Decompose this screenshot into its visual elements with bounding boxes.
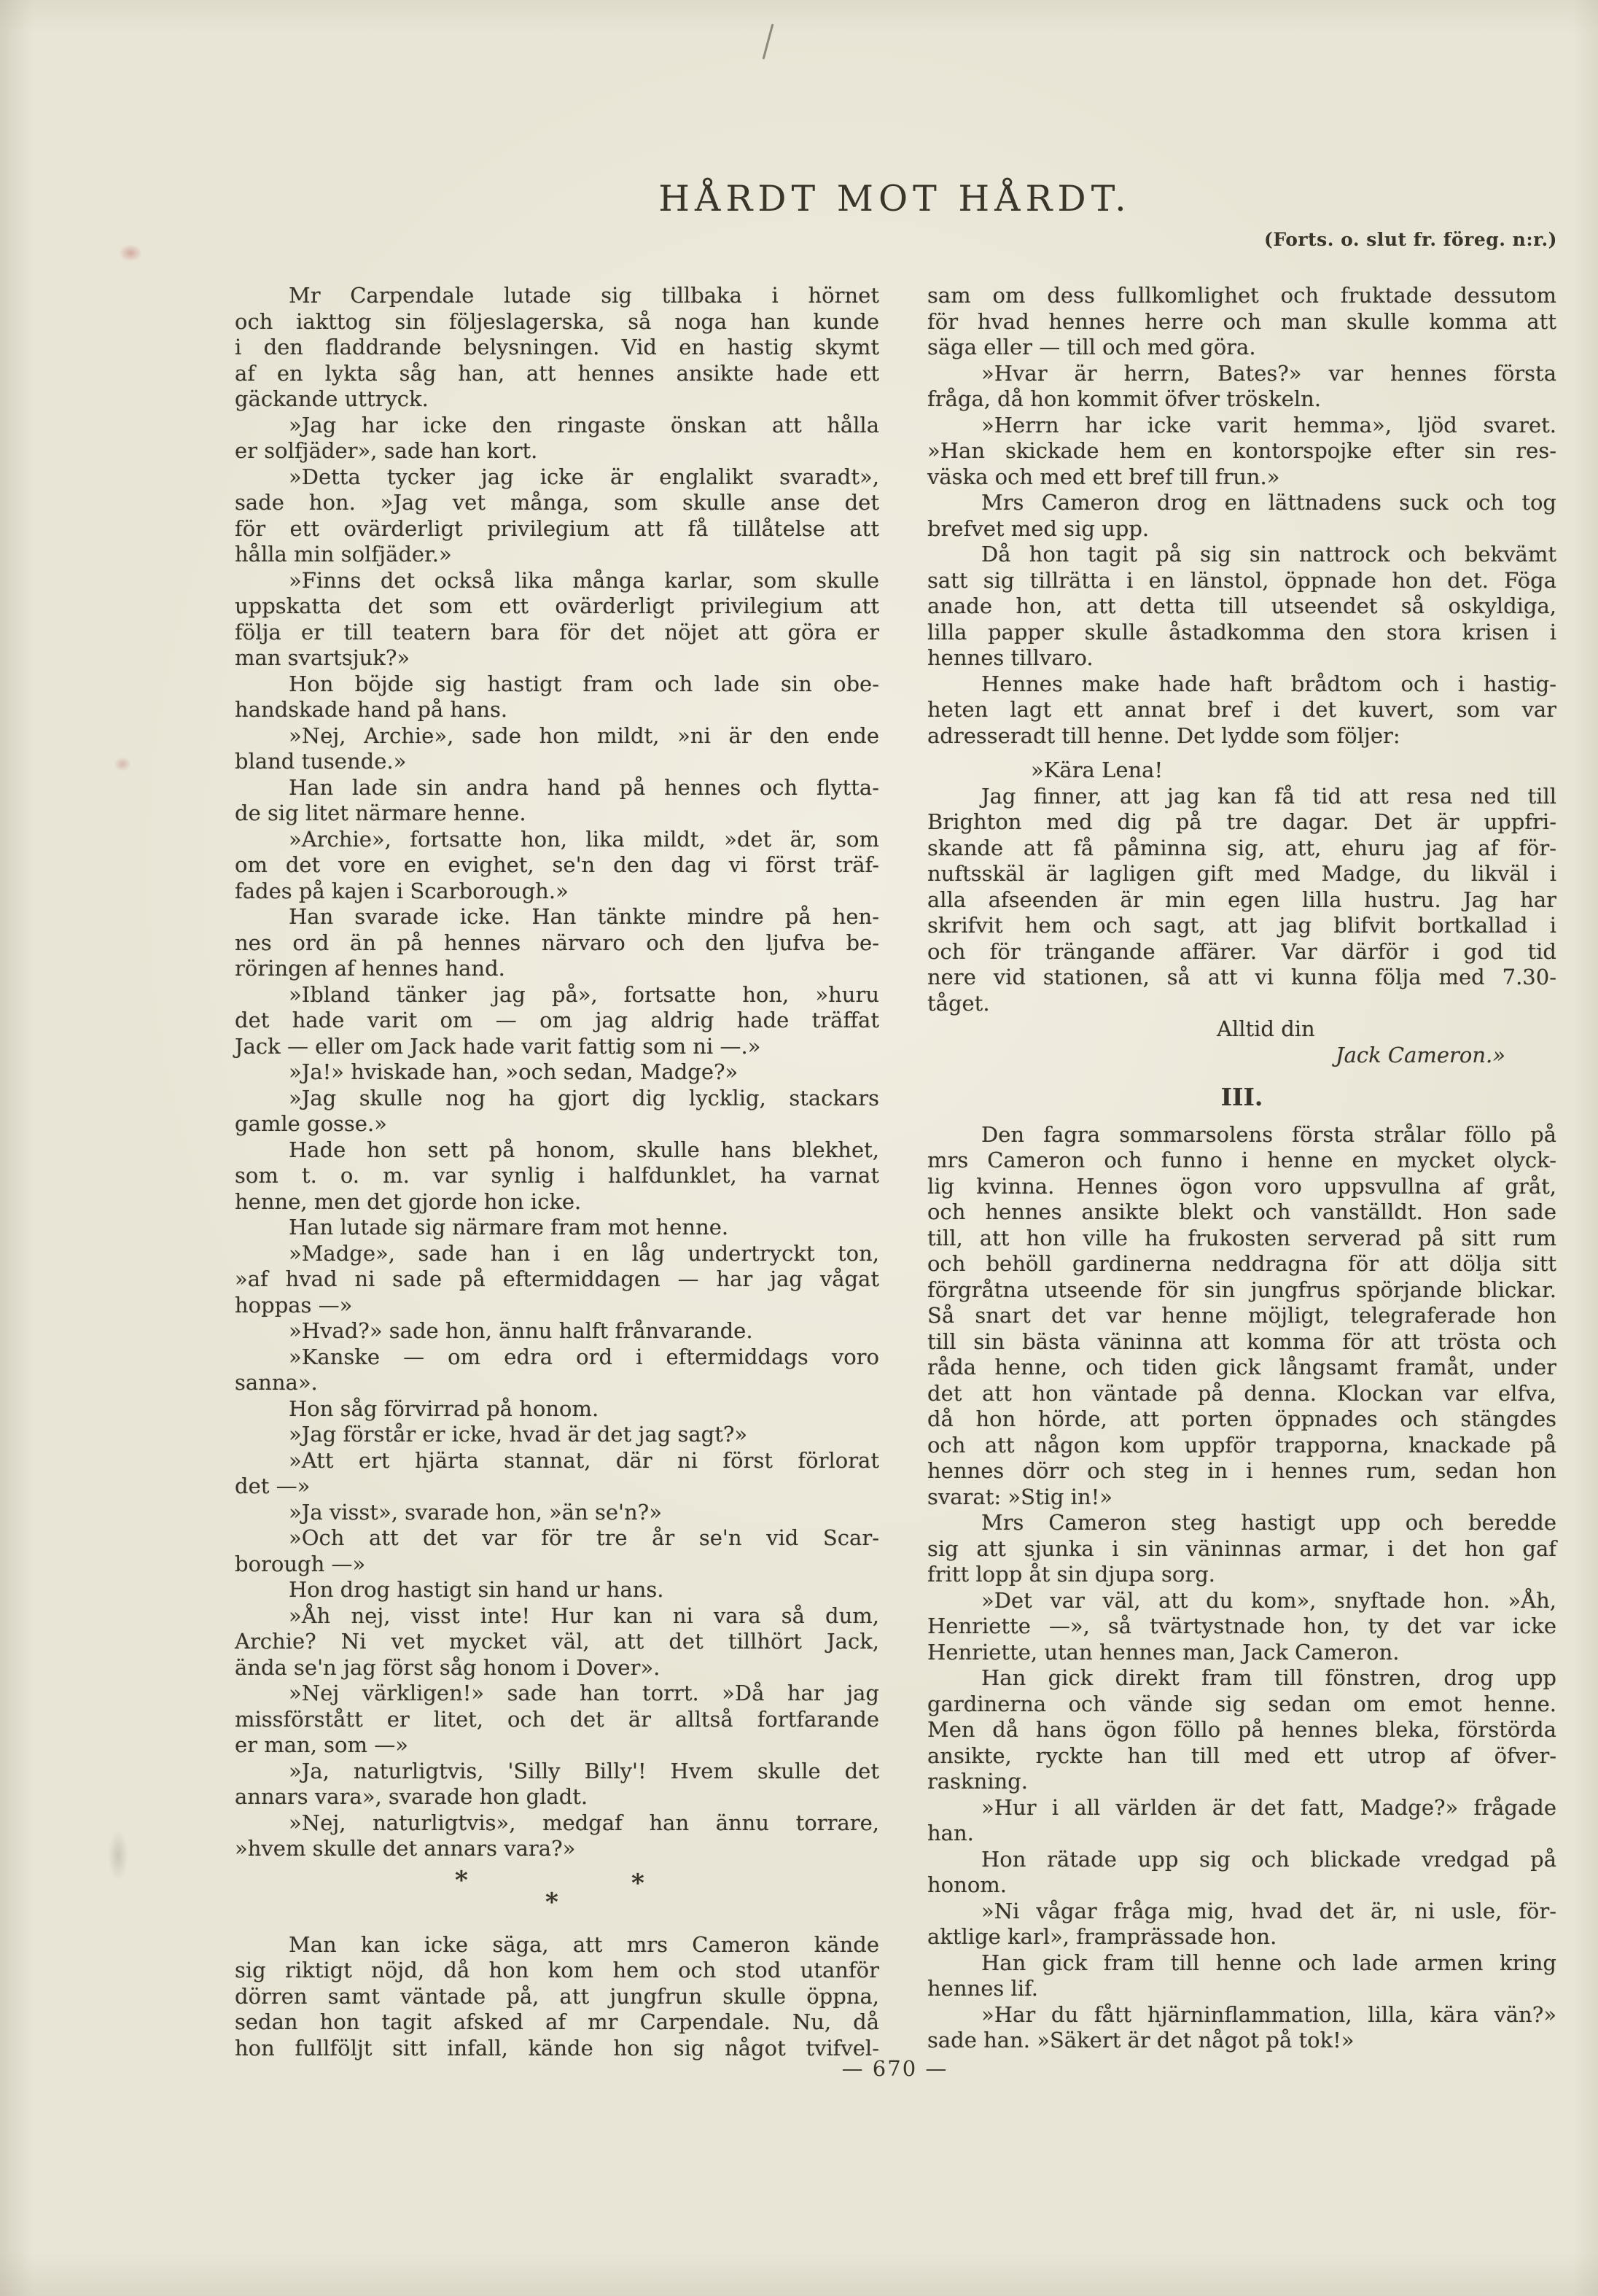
- text-line: af en lykta såg han, att hennes ansikte hade ett: [235, 360, 879, 386]
- letter-salutation: »Kära Lena!: [1031, 758, 1164, 782]
- text-line: Då hon tagit på sig sin nattrock och bekvämt: [981, 542, 1556, 567]
- text-line: svarat: »Stig in!»: [927, 1484, 1113, 1509]
- text-line: aktlige karl», framprässade hon.: [927, 1924, 1277, 1949]
- text-line: »Hvar är herrn, Bates?» var hennes första: [981, 360, 1556, 386]
- text-line: hon fullföljt sitt infall, kände hon sig något tvifvel-: [235, 2035, 879, 2060]
- text-line: lilla papper skulle åstadkomma den stora krisen i: [927, 619, 1556, 645]
- text-line: hålla min solfjäder.»: [235, 542, 452, 567]
- text-line: Jack — eller om Jack hade varit fattig som ni —.»: [235, 1033, 761, 1059]
- text-line: Mrs Cameron drog en lättnadens suck och tog: [981, 490, 1556, 515]
- text-line: hennes dörr och steg in i hennes rum, sedan hon: [927, 1458, 1556, 1483]
- text-line: och behöll gardinerna neddragna för att dölja sitt: [927, 1251, 1556, 1276]
- text-line: Hon rätade upp sig och blickade vredgad på: [981, 1846, 1556, 1872]
- text-line: »Och att det var för tre år se'n vid Scar-: [289, 1525, 879, 1550]
- asterisk-glyph: *: [545, 1887, 558, 1917]
- text-line: sedan hon tagit afsked af mr Carpendale. Nu, då: [235, 2009, 879, 2034]
- text-line: honom.: [927, 1872, 1007, 1897]
- text-line: borough —»: [235, 1551, 366, 1576]
- text-line: Hade hon sett på honom, skulle hans blekhet,: [289, 1137, 879, 1162]
- text-line: mrs Cameron och funno i henne en mycket olyck-: [927, 1148, 1556, 1172]
- text-line: »Jag skulle nog ha gjort dig lycklig, stackars: [289, 1085, 879, 1110]
- text-line: Så snart det var henne möjligt, telegraferade hon: [927, 1303, 1556, 1328]
- text-line: »Ja, naturligtvis, 'Silly Billy'! Hvem skulle det: [289, 1758, 879, 1783]
- text-line: »Herrn har icke varit hemma», ljöd svaret.: [981, 412, 1556, 437]
- text-line: nuftsskäl är lagligen gift med Madge, du likväl i: [927, 861, 1556, 886]
- text-line: »hvem skulle det annars vara?»: [235, 1836, 576, 1861]
- text-line: Den fagra sommarsolens första strålar föllo på: [981, 1121, 1556, 1147]
- text-line: Hon såg förvirrad på honom.: [289, 1396, 599, 1421]
- text-line: »Jag har icke den ringaste önskan att hålla: [289, 412, 879, 437]
- text-line: som t. o. m. var synlig i halfdunklet, ha varnat: [235, 1163, 879, 1188]
- text-line: och för trängande affärer. Var därför i god tid: [927, 938, 1556, 964]
- text-line: Han lade sin andra hand på hennes och flytta-: [289, 774, 879, 800]
- text-line: »Han skickade hem en kontorspojke efter sin res-: [927, 438, 1556, 463]
- text-line: och hennes ansikte blekt och vanställdt. Hon sade: [927, 1199, 1556, 1224]
- asterisk-glyph: *: [631, 1868, 644, 1898]
- text-line: »Kanske — om edra ord i eftermiddags voro: [289, 1344, 879, 1369]
- text-line: handskade hand på hans.: [235, 697, 508, 722]
- text-line: annars vara», svarade hon gladt.: [235, 1784, 588, 1809]
- text-line: och iakttog sin följeslagerska, så noga han kunde: [235, 308, 879, 334]
- text-line: fritt lopp åt sin djupa sorg.: [927, 1562, 1215, 1587]
- right-column: [927, 283, 1556, 2054]
- text-line: sade hon. »Jag vet många, som skulle anse det: [235, 490, 879, 515]
- asterisk-glyph: *: [455, 1865, 468, 1895]
- text-line: »Att ert hjärta stannat, där ni först förlorat: [289, 1447, 879, 1473]
- text-line: brefvet med sig upp.: [927, 515, 1150, 541]
- letter-valediction: Alltid din: [1217, 1016, 1315, 1041]
- text-line: gamle gosse.»: [235, 1111, 387, 1136]
- text-line: till sin bästa väninna att komma för att trösta och: [927, 1328, 1556, 1354]
- text-line: nes ord än på hennes närvaro och den ljufva be-: [235, 930, 879, 955]
- text-line: bland tusende.»: [235, 749, 407, 774]
- text-line: adresseradt till henne. Det lydde som följer:: [927, 723, 1400, 748]
- text-line: »Ibland tänker jag på», fortsatte hon, »huru: [289, 981, 879, 1007]
- text-line: det att hon väntade på denna. Klockan var elfva,: [927, 1380, 1556, 1406]
- text-line: »Det var väl, att du kom», snyftade hon. »Åh,: [981, 1587, 1556, 1613]
- text-line: om det vore en evighet, se'n den dag vi först träf-: [235, 852, 879, 877]
- text-line: då hon hörde, att porten öppnades och stängdes: [927, 1406, 1556, 1431]
- text-line: följa er till teatern bara för det nöjet att göra er: [235, 619, 879, 645]
- text-line: er man, som —»: [235, 1732, 408, 1757]
- text-line: ansikte, ryckte han till med ett utrop af öfver-: [927, 1743, 1556, 1768]
- text-line: hoppas —»: [235, 1292, 353, 1318]
- text-line: satt sig tillrätta i en länstol, öppnade hon det. Föga: [927, 567, 1556, 593]
- text-line: nere vid stationen, så att vi kunna följa med 7.30-: [927, 965, 1556, 989]
- text-line: man svartsjuk?»: [235, 645, 410, 670]
- stain-mark: [119, 244, 142, 262]
- text-line: Han svarade icke. Han tänkte mindre på hen-: [289, 904, 879, 929]
- text-line: Henriette, utan hennes man, Jack Cameron.: [927, 1639, 1400, 1665]
- text-line: gardinerna och vände sig sedan om emot henne.: [927, 1691, 1556, 1716]
- text-line: skande att få påminna sig, att, ehuru jag af för-: [927, 835, 1556, 860]
- text-line: Han gick fram till henne och lade armen kring: [981, 1950, 1556, 1975]
- text-line: Hennes make hade haft brådtom och i hastig-: [981, 671, 1556, 696]
- pen-stroke-mark: [763, 23, 774, 59]
- text-line: sade han. »Säkert är det något på tok!»: [927, 2028, 1355, 2052]
- text-line: missförstått er litet, och det är alltså fortfarande: [235, 1706, 879, 1732]
- text-line: han.: [927, 1821, 974, 1845]
- text-line: Mrs Cameron steg hastigt upp och beredde: [981, 1510, 1556, 1535]
- text-line: i den fladdrande belysningen. Vid en hastig skymt: [235, 335, 879, 359]
- text-line: »Nej, naturligtvis», medgaf han ännu torrare,: [289, 1810, 879, 1835]
- text-line: ända se'n jag först såg honom i Dover».: [235, 1654, 660, 1680]
- letter-signature: Jack Cameron.»: [1335, 1042, 1505, 1067]
- text-line: Man kan icke säga, att mrs Cameron kände: [289, 1931, 879, 1957]
- text-line: »af hvad ni sade på eftermiddagen — har jag vågat: [235, 1266, 879, 1291]
- text-line: »Ni vågar fråga mig, hvad det är, ni usle, för-: [981, 1898, 1556, 1923]
- text-line: er solfjäder», sade han kort.: [235, 438, 538, 463]
- text-line: »Ja visst», svarade hon, »än se'n?»: [289, 1499, 662, 1525]
- text-line: röringen af hennes hand.: [235, 956, 505, 981]
- text-line: skrifvit hem och sagt, att jag blifvit bortkallad i: [927, 913, 1556, 938]
- text-line: hennes lif.: [927, 1976, 1038, 2001]
- stain-mark: [108, 1830, 128, 1881]
- text-line: Hon drog hastigt sin hand ur hans.: [289, 1577, 664, 1602]
- text-line: det hade varit om — om jag aldrig hade träffat: [235, 1008, 879, 1032]
- text-line: Mr Carpendale lutade sig tillbaka i hörnet: [289, 283, 879, 308]
- text-line: alla afseenden är min egen lilla hustru. Jag har: [927, 887, 1556, 912]
- text-line: väska och med ett bref till frun.»: [927, 464, 1280, 489]
- chapter-heading: III.: [1220, 1083, 1263, 1111]
- text-line: hennes tillvaro.: [927, 645, 1094, 670]
- text-line: Hon böjde sig hastigt fram och lade sin obe-: [289, 671, 879, 696]
- text-line: sam om dess fullkomlighet och fruktade dessutom: [927, 283, 1556, 308]
- text-line: Archie? Ni vet mycket väl, att det tillhört Jack,: [235, 1629, 879, 1654]
- text-line: tåget.: [927, 990, 990, 1016]
- text-line: anade hon, att detta till utseendet så oskyldiga,: [927, 594, 1556, 618]
- text-line: »Ja!» hviskade han, »och sedan, Madge?»: [289, 1059, 738, 1084]
- text-line: för hvad hennes herre och man skulle komma att: [927, 308, 1556, 334]
- text-line: och att någon kom uppför trapporna, knackade på: [927, 1432, 1556, 1458]
- text-line: »Hvad?» sade hon, ännu halft frånvarande.: [289, 1318, 753, 1343]
- text-line: säga eller — till och med göra.: [927, 335, 1256, 359]
- text-line: »Madge», sade han i en låg undertryckt ton,: [289, 1240, 879, 1266]
- text-line: »Nej, Archie», sade hon mildt, »ni är den ende: [289, 723, 879, 748]
- text-line: sanna».: [235, 1370, 318, 1395]
- text-line: fades på kajen i Scarborough.»: [235, 878, 569, 903]
- text-line: »Hur i all världen är det fatt, Madge?» frågade: [981, 1794, 1556, 1820]
- stain-mark: [114, 757, 131, 771]
- text-line: Men då hans ögon föllo på hennes bleka, förstörda: [927, 1717, 1556, 1742]
- text-line: sig att sjunka i sin väninnas armar, i det hon gaf: [927, 1536, 1556, 1561]
- text-line: uppskatta det som ett ovärderligt privilegium att: [235, 594, 879, 618]
- text-line: »Jag förstår er icke, hvad är det jag sagt?»: [289, 1422, 748, 1447]
- page-number: — 670 —: [841, 2056, 948, 2081]
- text-line: för ett ovärderligt privilegium att få tillåtelse att: [235, 515, 879, 541]
- text-line: Jag finner, att jag kan få tid att resa ned till: [981, 783, 1556, 809]
- text-line: de sig litet närmare henne.: [235, 801, 526, 825]
- text-line: det —»: [235, 1474, 311, 1498]
- text-line: »Har du fått hjärninflammation, lilla, kära vän?»: [981, 2001, 1556, 2027]
- text-line: råda henne, och tiden gick långsamt framåt, under: [927, 1355, 1556, 1379]
- text-line: Han gick direkt fram till fönstren, drog upp: [981, 1665, 1556, 1690]
- text-line: gäckande uttryck.: [235, 386, 429, 411]
- text-line: sig riktigt nöjd, då hon kom hem och stod utanför: [235, 1958, 879, 1982]
- text-line: »Åh nej, visst inte! Hur kan ni vara så dum,: [289, 1603, 879, 1628]
- text-line: Henriette —», så tvärtystnade hon, ty det var icke: [927, 1614, 1556, 1638]
- left-column: [235, 283, 879, 2061]
- page-title: HÅRDT MOT HÅRDT.: [658, 178, 1131, 219]
- text-line: lig kvinna. Hennes ögon voro uppsvullna af gråt,: [927, 1173, 1556, 1199]
- text-line: henne, men det gjorde hon icke.: [235, 1188, 582, 1214]
- text-line: heten lagt ett annat bref i det kuvert, som var: [927, 697, 1556, 722]
- text-line: Brighton med dig på tre dagar. Det är uppfri-: [927, 809, 1556, 834]
- section-separator: [235, 1865, 879, 1926]
- continuation-note: (Forts. o. slut fr. föreg. n:r.): [1264, 229, 1557, 250]
- text-line: raskning.: [927, 1769, 1029, 1794]
- text-line: dörren samt väntade på, att jungfrun skulle öppna,: [235, 1983, 879, 2009]
- text-line: till, att hon ville ha frukosten serverad på sitt rum: [927, 1225, 1556, 1250]
- text-line: Han lutade sig närmare fram mot henne.: [289, 1215, 729, 1240]
- text-line: »Detta tycker jag icke är englalikt svaradt»,: [289, 464, 879, 489]
- text-line: förgråtna utseende för sin jungfrus spörjande blickar.: [927, 1277, 1556, 1302]
- text-line: »Nej värkligen!» sade han torrt. »Då har jag: [289, 1681, 879, 1705]
- text-line: »Finns det också lika många karlar, som skulle: [289, 567, 879, 593]
- text-line: »Archie», fortsatte hon, lika mildt, »det är, som: [289, 826, 879, 852]
- text-line: fråga, då hon kommit öfver tröskeln.: [927, 386, 1322, 411]
